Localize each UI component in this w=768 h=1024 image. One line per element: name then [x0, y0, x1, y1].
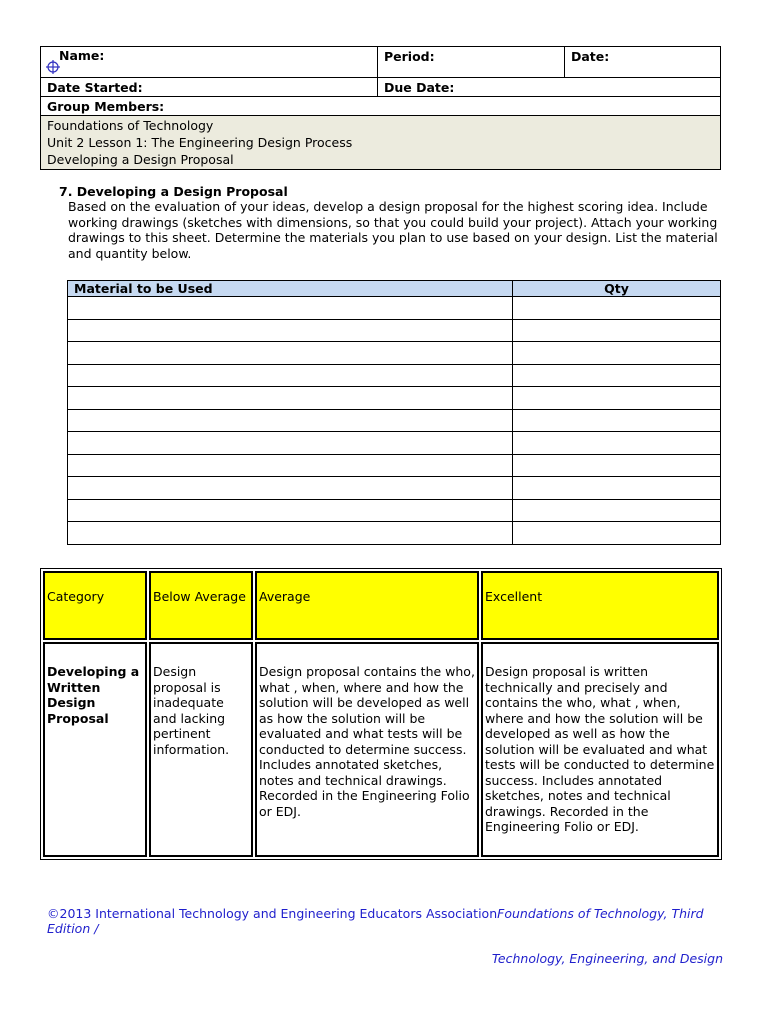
qty-column-header: Qty — [513, 281, 721, 297]
material-cell[interactable] — [68, 522, 513, 545]
qty-cell[interactable] — [513, 409, 721, 432]
topic-name: Developing a Design Proposal — [47, 152, 234, 167]
rubric-category: Developing a Written Design Proposal — [43, 642, 147, 857]
section-body: Based on the evaluation of your ideas, develop a design proposal for the highest scoring idea. Include working drawings (sketches with dimensions, so that you could build your project). Attach your working drawings to this sheet. Determine the materials you plan to use based on your design. List the material and quantity below. — [68, 199, 718, 261]
unit-name: Unit 2 Lesson 1: The Engineering Design Process — [47, 135, 353, 150]
qty-cell[interactable] — [513, 432, 721, 455]
header-table — [40, 46, 721, 170]
material-row — [68, 319, 721, 342]
qty-cell[interactable] — [513, 387, 721, 410]
qty-cell[interactable] — [513, 454, 721, 477]
material-cell[interactable] — [68, 432, 513, 455]
material-cell[interactable] — [68, 454, 513, 477]
material-cell[interactable] — [68, 499, 513, 522]
qty-cell[interactable] — [513, 522, 721, 545]
footer-subtitle: Technology, Engineering, and Design — [491, 951, 723, 966]
footer-copyright: ©2013 International Technology and Engineering Educators Association — [47, 906, 498, 921]
material-row — [68, 499, 721, 522]
group-members-field[interactable]: Group Members: — [41, 97, 721, 116]
rubric-excellent: Design proposal is written technically and precisely and contains the who, what , when, where and how the solution will be developed as well as how the solution will be evaluated and what tests will be conducted to determine success. Includes annotated sketches, notes and technical drawings. Recorded in the Engineering Folio or EDJ. — [481, 642, 719, 857]
qty-cell[interactable] — [513, 499, 721, 522]
material-row — [68, 342, 721, 365]
rubric-average: Design proposal contains the who, what , when, where and how the solution will be developed as well as how the solution will be evaluated and what tests will be conducted to determine success. Includes annotated sketches, notes and technical drawings. Recorded in the Engineering Folio or EDJ. — [255, 642, 479, 857]
qty-cell[interactable] — [513, 364, 721, 387]
rubric-below-average: Design proposal is inadequate and lacking pertinent information. — [149, 642, 253, 857]
rubric-header-below-average: Below Average — [149, 571, 253, 640]
rubric-table — [40, 568, 722, 860]
material-row — [68, 297, 721, 320]
material-row — [68, 454, 721, 477]
section-title: 7. Developing a Design Proposal — [59, 184, 288, 199]
material-cell[interactable] — [68, 364, 513, 387]
material-row — [68, 364, 721, 387]
name-field[interactable]: Name: — [41, 47, 378, 78]
qty-cell[interactable] — [513, 342, 721, 365]
rubric-header-average: Average — [255, 571, 479, 640]
rubric-row — [43, 642, 719, 857]
footer-book-title: Foundations of Technology, Third Edition / — [47, 906, 704, 936]
due-date-field[interactable]: Due Date: — [378, 78, 721, 97]
material-cell[interactable] — [68, 409, 513, 432]
date-started-field[interactable]: Date Started: — [41, 78, 378, 97]
materials-table — [67, 280, 721, 545]
material-row — [68, 409, 721, 432]
material-row — [68, 432, 721, 455]
course-name: Foundations of Technology — [47, 118, 214, 133]
material-row — [68, 522, 721, 545]
material-cell[interactable] — [68, 297, 513, 320]
instructions-section — [58, 184, 723, 261]
material-cell[interactable] — [68, 319, 513, 342]
footer — [47, 906, 723, 966]
date-field[interactable]: Date: — [565, 47, 721, 78]
material-column-header: Material to be Used — [68, 281, 513, 297]
material-cell[interactable] — [68, 477, 513, 500]
material-cell[interactable] — [68, 387, 513, 410]
rubric-header-row — [43, 571, 719, 640]
qty-cell[interactable] — [513, 297, 721, 320]
course-info — [41, 116, 721, 170]
qty-cell[interactable] — [513, 319, 721, 342]
qty-cell[interactable] — [513, 477, 721, 500]
material-row — [68, 387, 721, 410]
materials-table-body — [68, 297, 721, 545]
material-row — [68, 477, 721, 500]
period-field[interactable]: Period: — [378, 47, 565, 78]
rubric-header-category: Category — [43, 571, 147, 640]
material-cell[interactable] — [68, 342, 513, 365]
rubric-header-excellent: Excellent — [481, 571, 719, 640]
